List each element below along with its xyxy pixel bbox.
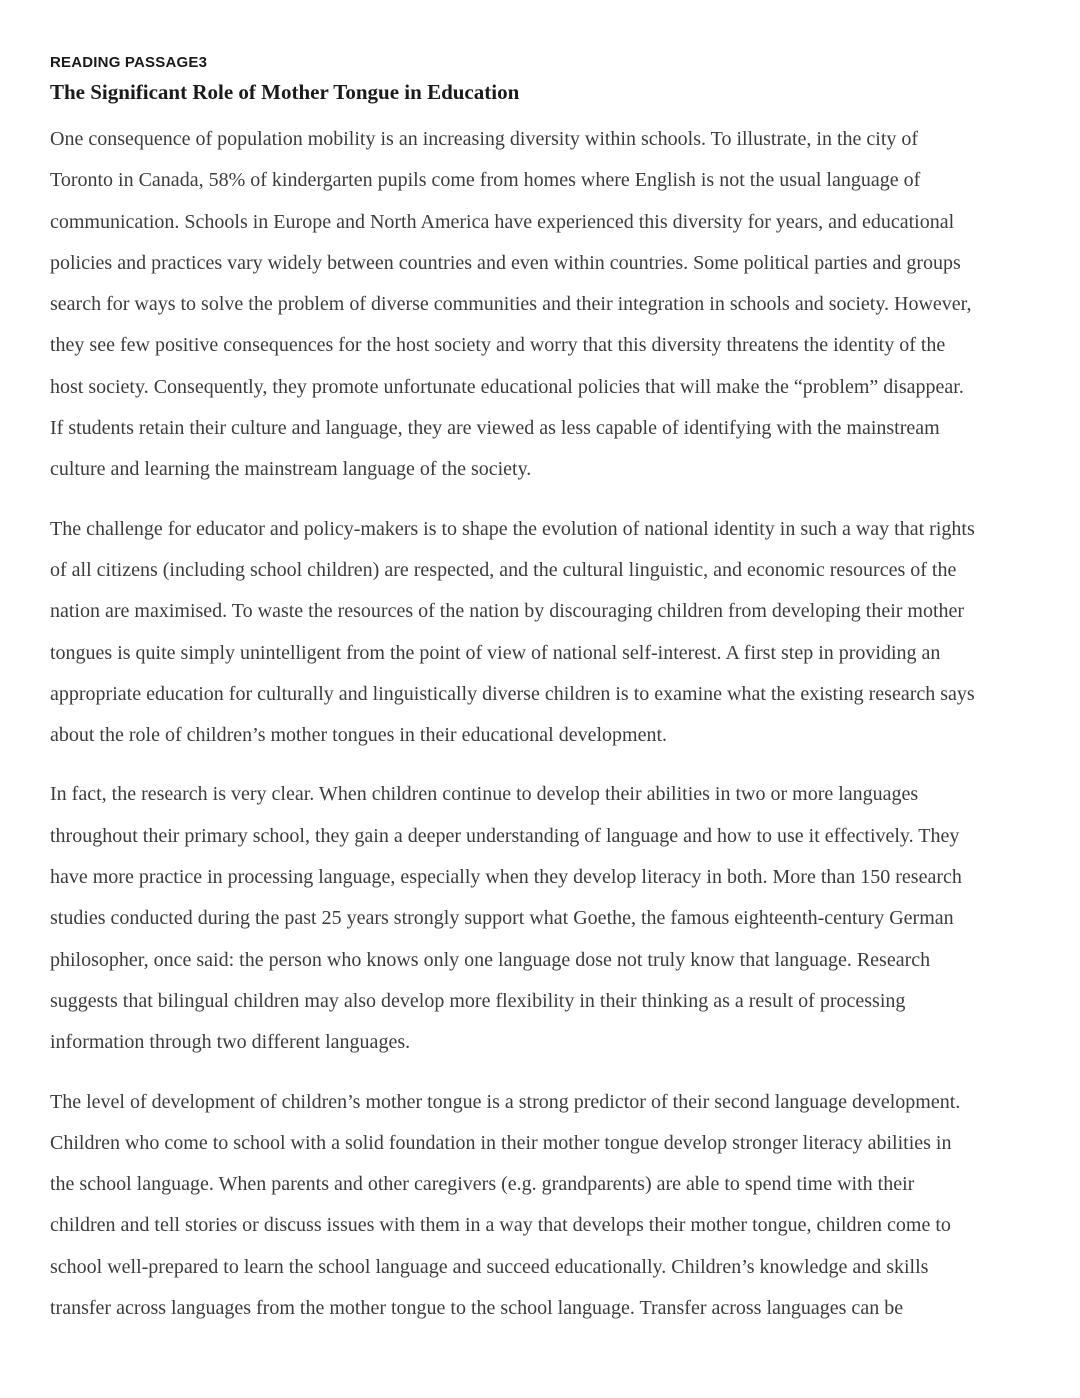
text-line: The level of development of children’s mother tongue is a strong predictor of their second language development. (50, 1090, 961, 1113)
text-line: studies conducted during the past 25 years strongly support what Goethe, the famous eighteenth-century German (50, 907, 954, 930)
passage-body (50, 119, 1035, 1329)
text-line: the school language. When parents and other caregivers (e.g. grandparents) are able to spend time with their (50, 1173, 915, 1196)
text-line: throughout their primary school, they gain a deeper understanding of language and how to use it effectively. They (50, 824, 960, 847)
text-line: culture and learning the mainstream language of the society. (50, 458, 532, 481)
text-line: search for ways to solve the problem of diverse communities and their integration in schools and society. However, (50, 293, 972, 316)
text-line: information through two different languages. (50, 1031, 411, 1054)
paragraph-2 (50, 509, 1035, 757)
text-line: of all citizens (including school children) are respected, and the cultural linguistic, and economic resources of the (50, 558, 957, 581)
text-line: policies and practices vary widely between countries and even within countries. Some political parties and groups (50, 251, 961, 274)
text-line: If students retain their culture and language, they are viewed as less capable of identifying with the mainstream (50, 417, 940, 440)
text-line: Children who come to school with a solid foundation in their mother tongue develop stronger literacy abilities in (50, 1131, 952, 1154)
text-line: In fact, the research is very clear. When children continue to develop their abilities in two or more languages (50, 783, 919, 806)
text-line: Toronto in Canada, 58% of kindergarten pupils come from homes where English is not the usual language of (50, 169, 921, 192)
text-line: nation are maximised. To waste the resources of the nation by discouraging children from developing their mother (50, 600, 965, 623)
passage-title: The Significant Role of Mother Tongue in Education (50, 80, 520, 104)
text-line: about the role of children’s mother tongues in their educational development. (50, 724, 668, 747)
text-line: The challenge for educator and policy-makers is to shape the evolution of national identity in such a way that rights (50, 517, 975, 540)
text-line: transfer across languages from the mother tongue to the school language. Transfer across languages can be (50, 1297, 904, 1320)
text-line: host society. Consequently, they promote unfortunate educational policies that will make the “problem” disappear. (50, 375, 964, 398)
section-label: READING PASSAGE3 (50, 54, 208, 71)
text-line: children and tell stories or discuss issues with them in a way that develops their mother tongue, children come to (50, 1214, 951, 1237)
paragraph-3 (50, 774, 1035, 1063)
text-line: appropriate education for culturally and linguistically diverse children is to examine what the existing research says (50, 682, 975, 705)
text-line: tongues is quite simply unintelligent from the point of view of national self-interest. A first step in providing an (50, 641, 941, 664)
paragraph-4 (50, 1082, 1035, 1330)
text-line: One consequence of population mobility is an increasing diversity within schools. To illustrate, in the city of (50, 128, 919, 150)
text-line: communication. Schools in Europe and North America have experienced this diversity for years, and educational (50, 210, 955, 233)
text-line: they see few positive consequences for the host society and worry that this diversity threatens the identity of the (50, 334, 946, 357)
document-page (50, 52, 1035, 1329)
text-line: school well-prepared to learn the school language and succeed educationally. Children’s knowledge and skills (50, 1255, 929, 1278)
text-line: philosopher, once said: the person who knows only one language dose not truly know that language. Research (50, 948, 931, 971)
paragraph-1 (50, 119, 1035, 491)
text-line: have more practice in processing language, especially when they develop literacy in both. More than 150 research (50, 866, 962, 889)
text-line: suggests that bilingual children may also develop more flexibility in their thinking as a result of processing (50, 989, 906, 1012)
